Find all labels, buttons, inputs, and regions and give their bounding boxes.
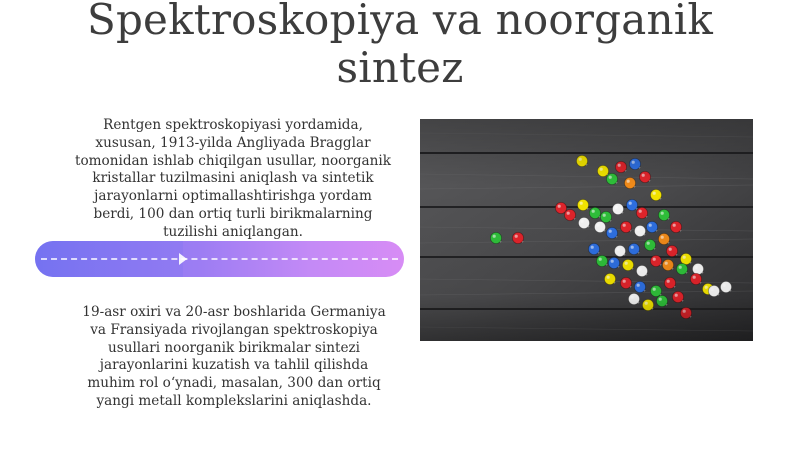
progress-track-line [41,258,398,260]
progress-bar[interactable] [35,241,404,277]
photo-vignette [420,119,753,341]
slide-title: Spektroskopiya va noorganik sintez [86,0,713,92]
paragraph-germaniya: 19-asr oxiri va 20-asr boshlarida Germaniya va Fransiyada rivojlangan spektroskopiya usullari noorganik birikmalar sintezi jarayonlarini kuzatish va tahlil qilishda muhim rol o‘ynadi, masalan, 300 dan ortiq yangi metall komplekslarini aniqlashda. [82,304,386,409]
progress-knob-icon[interactable] [179,253,187,265]
paragraph-rentgen: Rentgen spektroskopiyasi yordamida, xususan, 1913-yilda Angliyada Bragglar tomonidan ishlab chiqilgan usullar, noorganik kristallar tuzilmasini aniqlash va sintetik jarayonlarni optimallashtirishga yordam berdi, 100 dan ortiq turli birikmalarning tuzilishi aniqlangan. [75,117,391,240]
push-pins-photo [420,119,753,341]
push-pins-image [420,119,753,341]
